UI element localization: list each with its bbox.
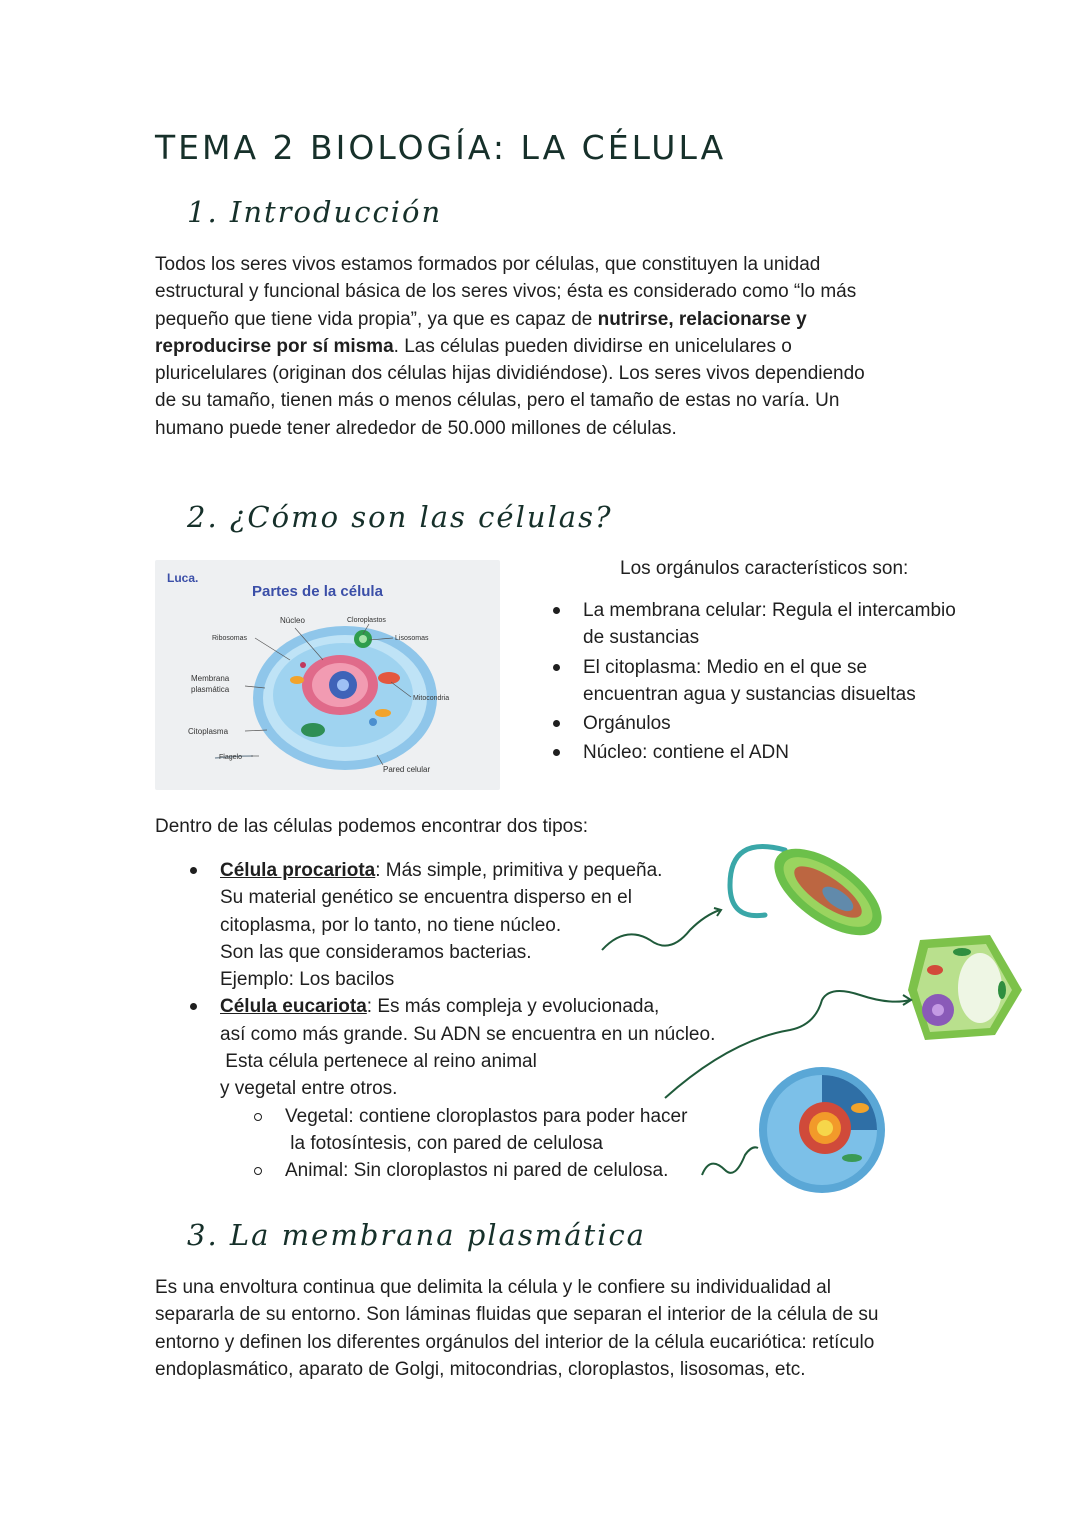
intro-paragraph [155,251,955,442]
label-lisosomas: Lisosomas [395,635,429,642]
label-plasmatica: plasmática [191,685,230,694]
intro-line: reproducirse por sí misma. Las células pueden dividirse en unicelulares o [155,335,792,357]
cell-diagram [155,560,500,790]
label-mitocondria: Mitocondria [413,695,450,702]
list-item: Orgánulos [583,710,1003,737]
animal-cell-illustration [759,1067,885,1193]
label-flagelo: Flagelo [219,754,242,761]
membrane-paragraph: Es una envoltura continua que delimita la célula y le confiere su individualidad al separarla de su entorno. Son láminas fluidas que separan el interior de la célula de su entorno y definen los diferentes orgánulos del interior de la célula eucariótica: retículo endoplasmático, aparato de Golgi, mitocondrias, cloroplastos, lisosomas, etc. [155,1277,879,1380]
intro-line: pluricelulares (originan dos células hijas dividiéndose). Los seres vivos dependiendo [155,363,865,385]
list-item: El citoplasma: Medio en el que se encuentran agua y sustancias disueltas [583,654,1003,709]
organelles-list [583,597,1003,767]
list-item-eucariota: Célula eucariota: Es más compleja y evolucionada, así como más grande. Su ADN se encuentra en un núcleo. Esta célula pertenece al reino animal y vegetal entre otros. [220,993,760,1102]
label-membrana: Membrana [191,674,230,683]
list-item-procariota: Célula procariota: Más simple, primitiva y pequeña. Su material genético se encuentra disperso en el citoplasma, por lo tanto, no tiene núcleo. Son las que consideramos bacterias. Ejemplo: Los bacilos [220,857,760,993]
types-intro: Dentro de las células podemos encontrar dos tipos: [155,816,589,837]
brand-logo: Luca. [167,571,199,585]
arrow-animal [702,1147,758,1175]
intro-line: pequeño que tiene vida propia”, ya que es capaz de nutrirse, relacionarse y [155,308,807,330]
list-item: Núcleo: contiene el ADN [583,739,1003,766]
intro-line: de su tamaño, tienen más o menos células, pero el tamaño de estas no varía. Un [155,390,840,412]
label-citoplasma: Citoplasma [188,727,229,736]
cell-parts-figure [155,560,500,790]
organelles-intro: Los orgánulos característicos son: [620,558,909,579]
label-ribosomas: Ribosomas [212,635,248,642]
label-cloroplastos: Cloroplastos [347,617,386,624]
list-item: La membrana celular: Regula el intercambio de sustancias [583,597,1003,652]
plant-cell-illustration [908,935,1022,1040]
intro-line: estructural y funcional básica de los seres vivos; ésta es considerado como “lo más [155,281,857,303]
cell-illustrations [590,830,1040,1200]
term-procariota: Célula procariota [220,860,376,881]
page-title: TEMA 2 BIOLOGÍA: LA CÉLULA [155,128,727,167]
section-1-heading: 1. Introducción [187,195,443,229]
mitochondria-shape [378,672,400,684]
sub-item-vegetal: Vegetal: contiene cloroplastos para poder hacer la fotosíntesis, con pared de celulosa [285,1103,760,1158]
sub-item-animal: Animal: Sin cloroplastos ni pared de celulosa. [285,1157,760,1184]
bold-text: reproducirse por sí misma [155,335,394,357]
bold-text: nutrirse, relacionarse y [597,308,807,330]
term-eucariota: Célula eucariota [220,996,367,1018]
section-2-heading: 2. ¿Cómo son las células? [187,500,613,534]
intro-line: Todos los seres vivos estamos formados por células, que constituyen la unidad [155,254,821,275]
figure-title: Partes de la célula [252,583,383,600]
label-nucleo: Núcleo [280,616,305,625]
bacterium-illustration [730,832,896,952]
label-pared: Pared celular [383,765,431,774]
section-3-heading: 3. La membrana plasmática [187,1218,646,1252]
intro-line: humano puede tener alrededor de 50.000 millones de células. [155,417,677,439]
arrow-procariota [602,910,720,950]
